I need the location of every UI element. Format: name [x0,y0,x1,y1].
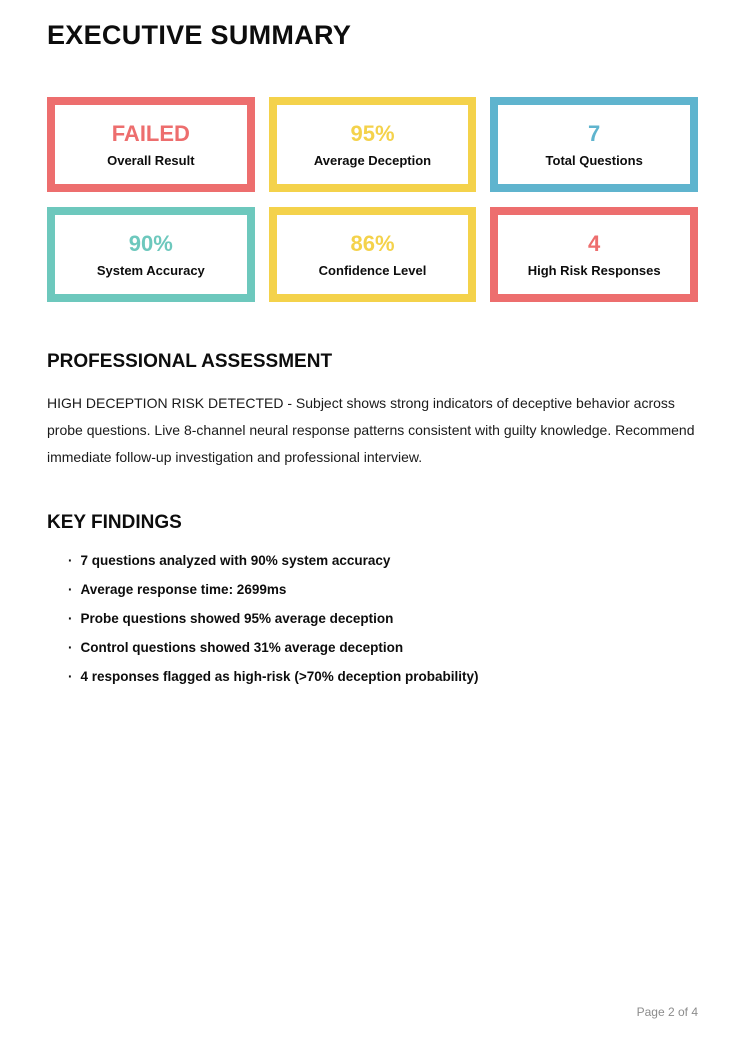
bullet-marker: · [68,669,73,684]
metric-value: 86% [350,230,395,256]
professional-assessment-heading: PROFESSIONAL ASSESSMENT [47,351,333,372]
metric-card-confidence-level [269,207,477,302]
bullet-marker: · [68,611,73,626]
key-findings-list [47,554,698,684]
key-finding-item [68,612,698,626]
bullet-marker: · [68,553,73,568]
bullet-marker: · [68,582,73,597]
metric-label: High Risk Responses [527,262,661,278]
metric-value: 4 [588,230,601,256]
key-finding-text: 7 questions analyzed with 90% system accuracy [80,553,391,568]
metric-label: Average Deception [313,152,432,168]
key-finding-text: 4 responses flagged as high-risk (>70% deception probability) [80,669,479,684]
metric-label: System Accuracy [96,262,205,278]
professional-assessment-section [47,351,698,471]
metric-card-grid [47,97,698,302]
metric-card-average-deception [269,97,477,192]
metric-card-system-accuracy [47,207,255,302]
bullet-marker: · [68,640,73,655]
metric-value: 95% [350,120,395,146]
key-findings-heading: KEY FINDINGS [47,512,182,533]
key-finding-item [68,583,698,597]
metric-card-high-risk-responses [490,207,698,302]
key-finding-item [68,554,698,568]
key-findings-section [47,512,698,684]
professional-assessment-body: HIGH DECEPTION RISK DETECTED - Subject shows strong indicators of deceptive behavior across probe questions. Live 8-channel neural response patterns consistent with guilty knowledge. Recommend immediate follow-up investigation and professional interview. [47,395,695,465]
metric-label: Confidence Level [318,262,427,278]
key-finding-text: Probe questions showed 95% average deception [80,611,394,626]
metric-value: FAILED [111,120,190,146]
key-finding-text: Control questions showed 31% average deception [80,640,404,655]
key-finding-item [68,670,698,684]
metric-value: 7 [588,120,601,146]
metric-label: Overall Result [107,152,195,168]
page-title: EXECUTIVE SUMMARY [47,20,352,50]
key-finding-text: Average response time: 2699ms [80,582,287,597]
metric-card-overall-result [47,97,255,192]
page-number: Page 2 of 4 [636,1005,698,1019]
metric-value: 90% [128,230,173,256]
metric-label: Total Questions [545,152,643,168]
key-finding-item [68,641,698,655]
metric-card-total-questions [490,97,698,192]
